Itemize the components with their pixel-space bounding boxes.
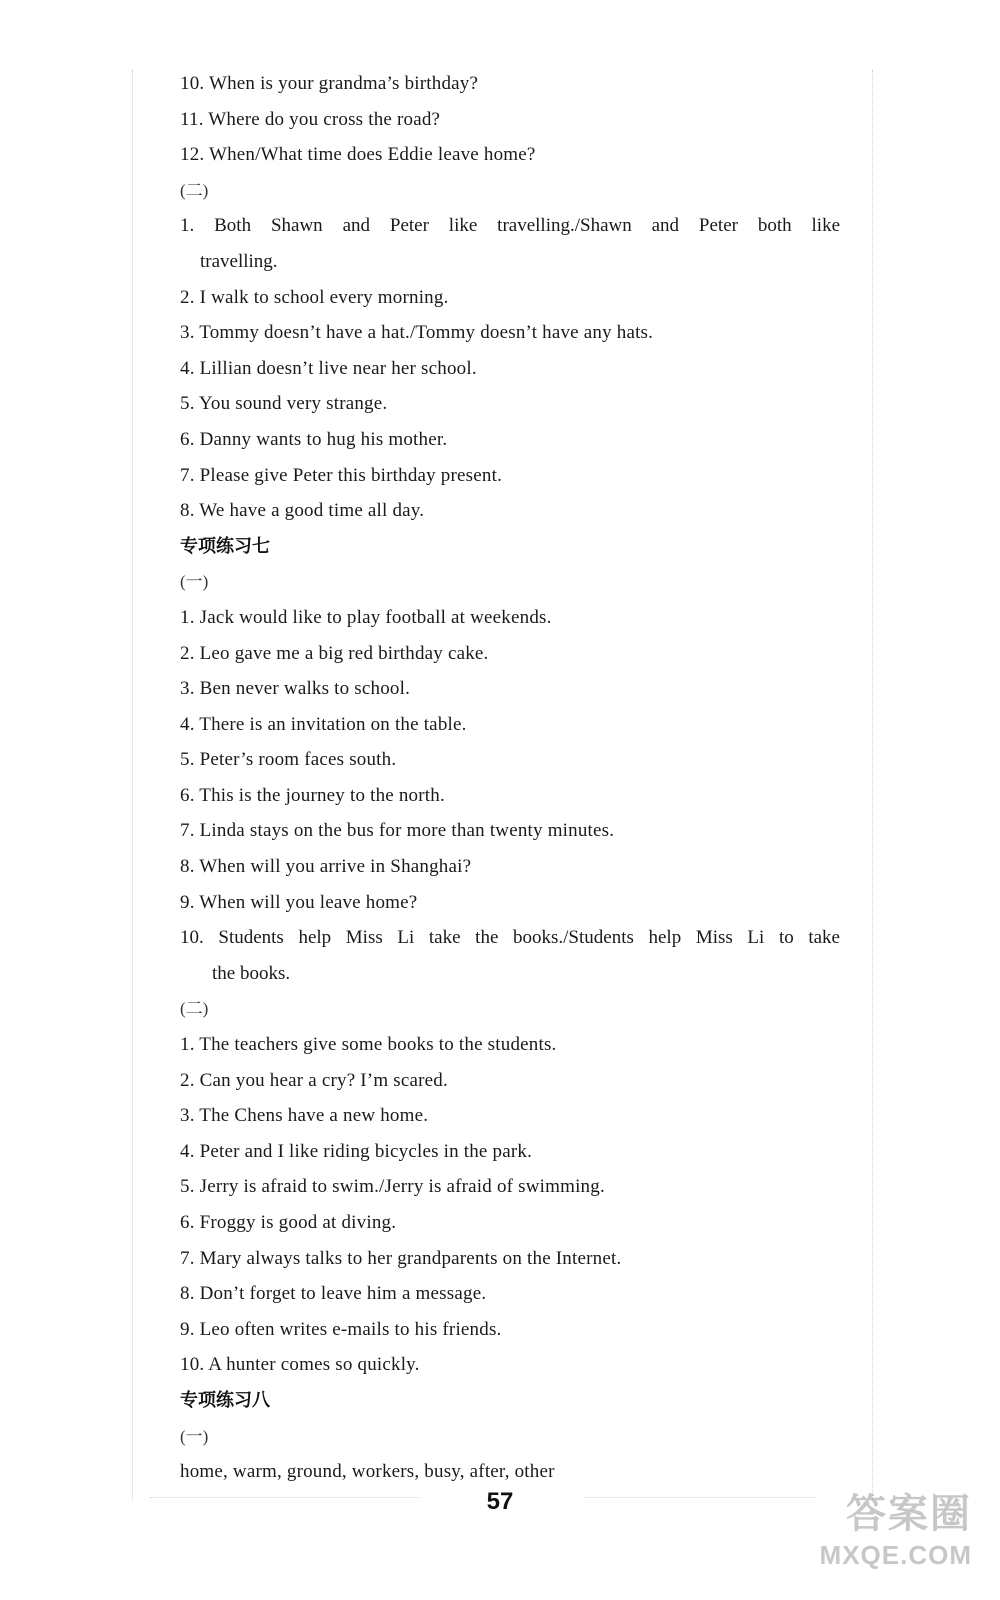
answer-line: 5. Jerry is afraid to swim./Jerry is afraid of swimming. — [180, 1176, 605, 1198]
answer-line: 3. Tommy doesn’t have a hat./Tommy doesn’t have any hats. — [180, 322, 654, 344]
answer-line: 4. There is an invitation on the table. — [180, 713, 467, 735]
answer-line: 9. Leo often writes e-mails to his friends. — [180, 1318, 502, 1340]
subsection-label: (一) — [180, 1426, 209, 1446]
answer-line: 5. You sound very strange. — [180, 393, 388, 415]
answer-line: 6. This is the journey to the north. — [180, 784, 445, 806]
answer-line: 1. The teachers give some books to the students. — [180, 1034, 557, 1056]
answer-line: 8. We have a good time all day. — [180, 500, 425, 522]
answer-line: 9. When will you leave home? — [180, 891, 418, 913]
answer-line: 7. Mary always talks to her grandparents on the Internet. — [180, 1247, 622, 1269]
answer-line: 6. Froggy is good at diving. — [180, 1212, 397, 1233]
answer-line: 4. Lillian doesn’t live near her school. — [180, 357, 477, 379]
watermark-url: MXQE.COM — [819, 1540, 972, 1570]
site-watermark — [802, 1482, 972, 1592]
answer-line-continuation: travelling. — [200, 250, 278, 272]
answer-line-continuation: the books. — [212, 962, 291, 984]
answer-line: 6. Danny wants to hug his mother. — [180, 428, 448, 450]
answer-line: 7. Please give Peter this birthday present. — [180, 464, 503, 486]
answer-item-wrapped — [180, 920, 840, 991]
answer-content — [180, 66, 840, 1490]
right-margin-rule — [872, 70, 873, 1500]
answer-line: 2. Can you hear a cry? I’m scared. — [180, 1069, 448, 1091]
answer-line: 10. Students help Miss Li take the books./Students help Miss Li to take — [180, 927, 840, 949]
answer-line: 8. When will you arrive in Shanghai? — [180, 856, 472, 878]
subsection-label: (二) — [180, 180, 209, 200]
answer-line: 10. A hunter comes so quickly. — [180, 1354, 420, 1376]
watermark-logo-text: 答案圈 — [846, 1491, 972, 1537]
left-margin-rule — [132, 70, 133, 1500]
answer-line: 3. The Chens have a new home. — [180, 1105, 429, 1127]
word-list-line: home, warm, ground, workers, busy, after, other — [180, 1461, 555, 1483]
answer-line: 4. Peter and I like riding bicycles in the park. — [180, 1140, 533, 1162]
answer-line: 11. Where do you cross the road? — [180, 108, 441, 130]
answer-line: 8. Don’t forget to leave him a message. — [180, 1283, 487, 1305]
answer-line: 2. I walk to school every morning. — [180, 286, 449, 308]
answer-line: 1. Jack would like to play football at weekends. — [180, 606, 552, 628]
subsection-label: (一) — [180, 572, 209, 592]
subsection-label: (二) — [180, 999, 209, 1019]
answer-line: 5. Peter’s room faces south. — [180, 749, 397, 771]
page-number: 57 — [486, 1488, 514, 1515]
section-heading-8: 专项练习八 — [180, 1389, 270, 1411]
section-heading-7: 专项练习七 — [180, 535, 270, 557]
answer-line: 10. When is your grandma’s birthday? — [180, 73, 479, 94]
answer-line: 12. When/What time does Eddie leave home? — [180, 144, 536, 166]
answer-line: 2. Leo gave me a big red birthday cake. — [180, 642, 489, 664]
answer-item-wrapped — [180, 208, 840, 279]
answer-line: 1. Both Shawn and Peter like travelling./Shawn and Peter both like — [180, 215, 840, 237]
answer-line: 7. Linda stays on the bus for more than twenty minutes. — [180, 820, 615, 842]
answer-line: 3. Ben never walks to school. — [180, 678, 411, 700]
